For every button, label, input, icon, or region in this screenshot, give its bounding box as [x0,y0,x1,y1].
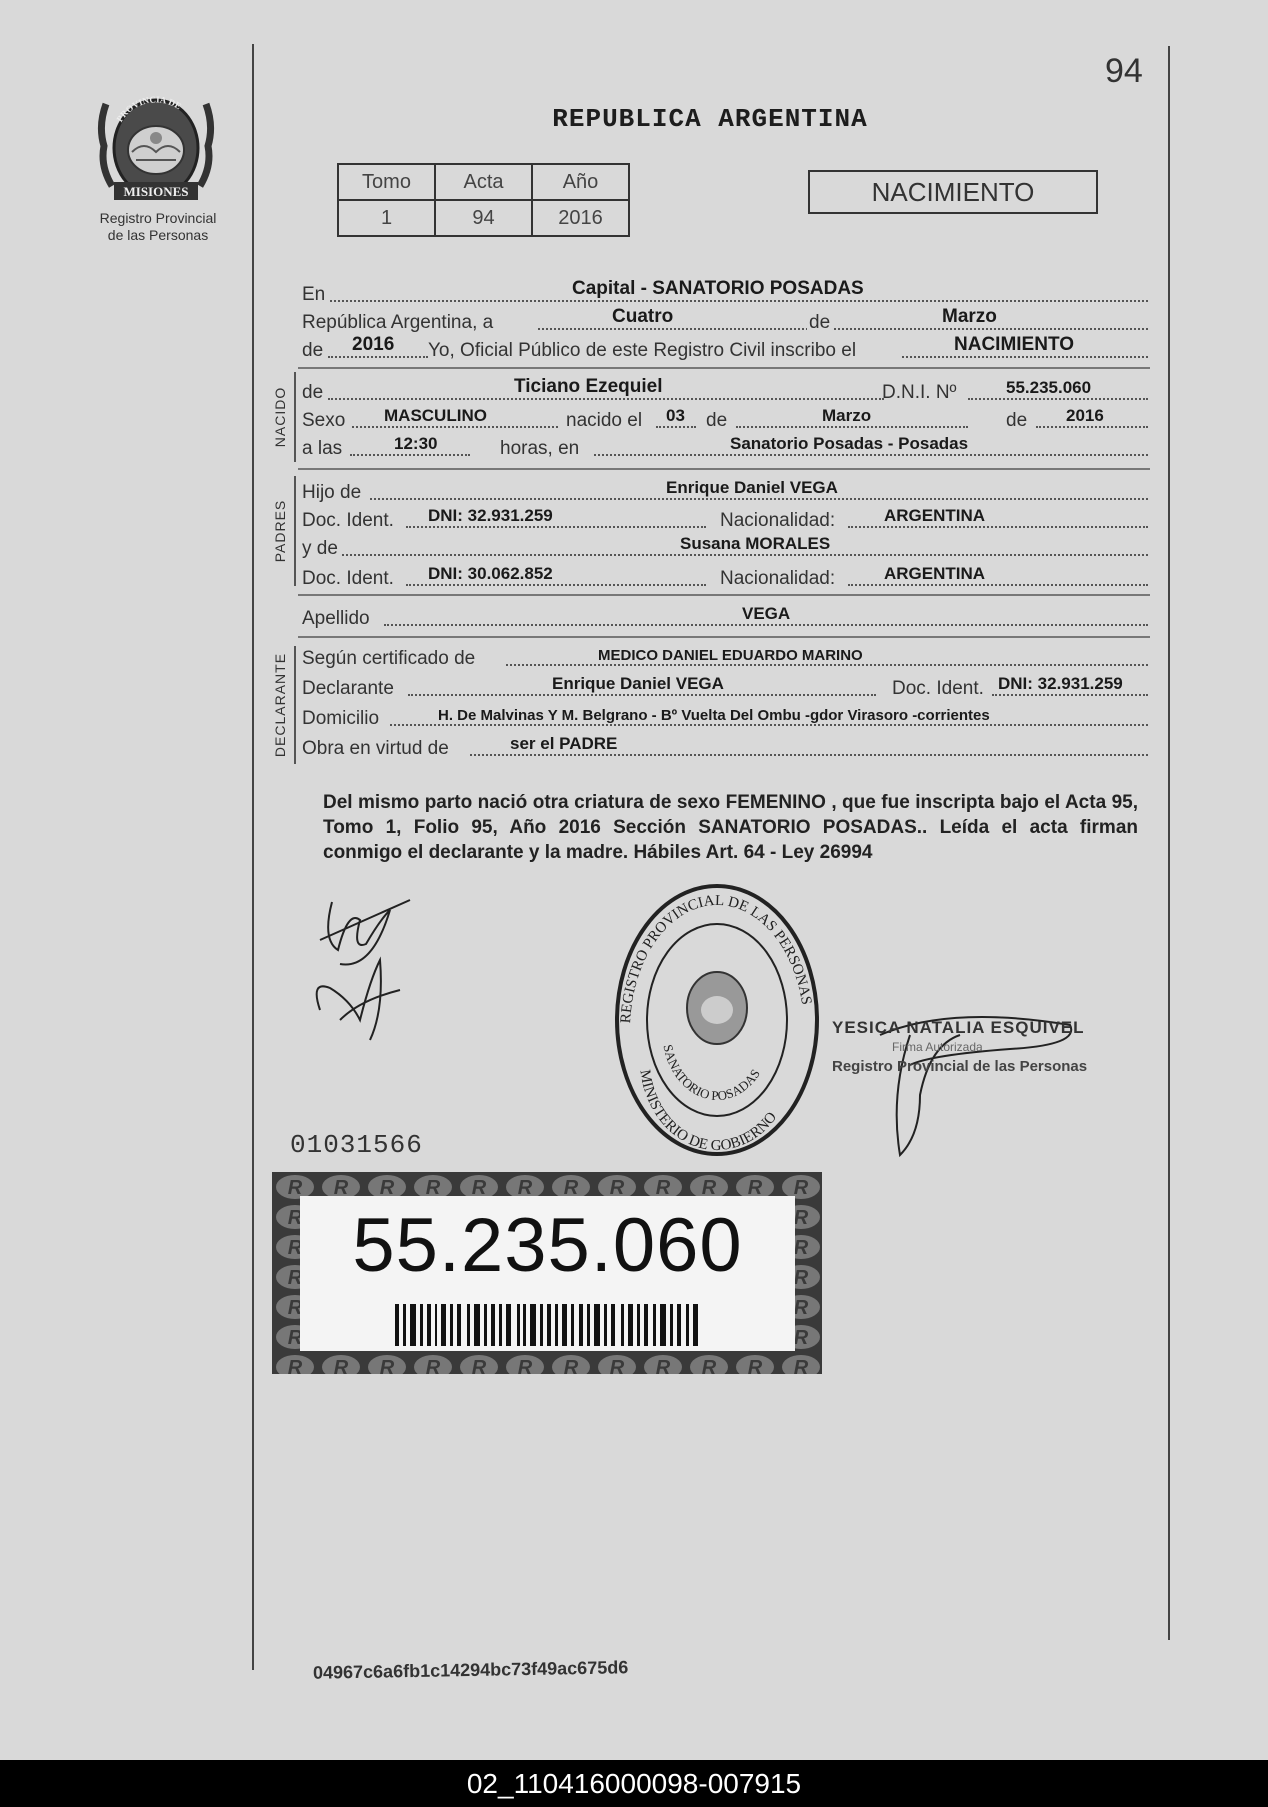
left-margin-line [252,44,254,1670]
declarant-row [302,674,1148,700]
section-padres-label: PADRES [272,499,288,563]
child-dni: 55.235.060 [1006,378,1092,397]
nacido-el-label: nacido el [566,410,643,431]
act-de-label: de [809,312,831,333]
act-month: Marzo [942,306,997,327]
official-name: YESICA NATALIA ESQUIVEL [832,1018,1085,1037]
surname: VEGA [742,604,791,623]
separator [298,594,1150,596]
record-table [337,163,630,237]
stamp-bottom-text: MINISTERIO DE GOBIERNO [636,1068,781,1155]
surname-row [302,604,1148,630]
declarant-name: Enrique Daniel VEGA [552,674,724,693]
act-place: Capital - SANATORIO POSADAS [572,278,864,299]
section-line [294,476,296,586]
sexo-label: Sexo [302,410,346,431]
virtue-row [302,734,1148,760]
record-table-header: Acta [435,164,532,200]
act-de2-label: de [302,340,324,361]
registry-label [78,210,238,244]
nacido-birth-row [302,406,1148,432]
horas-label: horas, en [500,438,580,459]
obra-label: Obra en virtud de [302,738,449,759]
signature-declarant-icon [300,880,430,1050]
serial-number: 01031566 [290,1130,423,1160]
act-date-row [302,308,1148,334]
act-year: 2016 [352,334,395,355]
birth-month: Marzo [822,406,872,425]
record-table-value-row [338,200,629,236]
mother-nationality-label: Nacionalidad: [720,568,836,589]
child-name: Ticiano Ezequiel [514,376,663,397]
virtue: ser el PADRE [510,734,618,753]
section-line [294,372,296,462]
birth-de-label2: de [1006,410,1028,431]
separator [298,468,1150,470]
child-sex: MASCULINO [384,406,487,425]
section-nacido [268,372,292,462]
hijo-label: Hijo de [302,482,362,503]
domicile-row [302,704,1148,730]
section-padres [268,476,292,586]
official-stamp-icon [610,880,824,1160]
official-role: Firma Autorizada [892,1040,983,1054]
right-margin-line [1168,46,1170,1640]
seal-text-top: PROVINCIA DE [114,94,184,124]
note-paragraph: Del mismo parto nació otra criatura de sexo FEMENINO , que fue inscripta bajo el Acta 95, Tomo 1, Folio 95, Año 2016 Sección SANATORIO POSADAS.. Leída el acta firman conmigo el declarante y la madre. Hábiles Art. 64 - Ley 26994 [323,792,1138,863]
svg-text:SANATORIO POSADAS [660,1043,763,1103]
nacido-name-row [302,378,1148,404]
oficial-text: Yo, Oficial Público de este Registro Civil inscribo el [428,340,857,361]
mother-doc-label: Doc. Ident. [302,568,394,589]
republica-label: República Argentina, a [302,312,494,333]
father-doc: DNI: 32.931.259 [428,506,553,525]
stamp-outer-text: REGISTRO PROVINCIAL DE LAS PERSONAS [618,892,815,1024]
mother-name: Susana MORALES [680,534,831,553]
mother-row [302,534,1148,560]
nacido-de-label: de [302,382,324,403]
act-year-row [302,336,1148,362]
footer-id: 02_110416000098-007915 [0,1760,1268,1807]
birth-year: 2016 [1066,406,1104,425]
sticker-number: 55.235.060 [352,1203,743,1288]
domicilio-label: Domicilio [302,708,380,729]
stamp-inner-text: SANATORIO POSADAS [660,1043,763,1104]
id-sticker [272,1172,822,1374]
birth-day: 03 [666,406,685,425]
a-las-label: a las [302,438,343,459]
section-declarante [268,646,292,764]
birth-place: Sanatorio Posadas - Posadas [730,434,969,453]
apellido-label: Apellido [302,608,370,629]
declarant-doc: DNI: 32.931.259 [998,674,1123,693]
record-table-header: Año [532,164,629,200]
section-declarante-label: DECLARANTE [272,652,288,758]
section-nacido-label: NACIDO [272,386,288,448]
document-title: REPUBLICA ARGENTINA [552,104,868,134]
seal-text-bottom: MISIONES [123,184,189,199]
act-day: Cuatro [612,306,674,327]
inscribe-type: NACIMIENTO [954,334,1074,355]
record-table-header-row [338,164,629,200]
record-table-cell: 1 [338,200,435,236]
en-label: En [302,284,326,305]
province-seal-icon [96,86,216,210]
domicile: H. De Malvinas Y M. Belgrano - Bº Vuelta Del Ombu -gdor Virasoro -corrientes [438,707,990,724]
father-name: Enrique Daniel VEGA [666,478,838,497]
section-line [294,646,296,764]
father-nationality: ARGENTINA [884,506,986,525]
record-table-header: Tomo [338,164,435,200]
mother-doc: DNI: 30.062.852 [428,564,553,583]
registry-line2: de las Personas [107,227,209,243]
document-hash: 04967c6a6fb1c14294bc73f49ac675d6 [312,1657,629,1683]
mother-nationality: ARGENTINA [884,564,986,583]
father-doc-row [302,506,1148,532]
act-place-row [302,280,1148,306]
birth-time: 12:30 [394,434,438,453]
record-type-box: NACIMIENTO [808,170,1098,214]
father-nationality-label: Nacionalidad: [720,510,836,531]
birth-de-label: de [706,410,728,431]
father-row [302,478,1148,504]
page-number: 94 [1105,52,1143,90]
declarante-label: Declarante [302,678,394,699]
barcode-icon [395,1304,700,1346]
separator [298,367,1150,369]
sticker-inner [300,1196,795,1351]
certificate: MEDICO DANIEL EDUARDO MARINO [598,647,863,664]
record-table-cell: 2016 [532,200,629,236]
certificate-row [302,644,1148,670]
dni-label: D.N.I. Nº [882,382,957,403]
record-table-cell: 94 [435,200,532,236]
registry-line1: Registro Provincial [99,210,217,226]
cert-label: Según certificado de [302,648,476,669]
declarant-doc-label: Doc. Ident. [892,678,984,699]
father-doc-label: Doc. Ident. [302,510,394,531]
official-org: Registro Provincial de las Personas [832,1058,1088,1075]
mother-doc-row [302,564,1148,590]
yde-label: y de [302,538,338,559]
nacido-time-row [302,434,1148,460]
separator [298,636,1150,638]
official-block [832,1018,1092,1075]
